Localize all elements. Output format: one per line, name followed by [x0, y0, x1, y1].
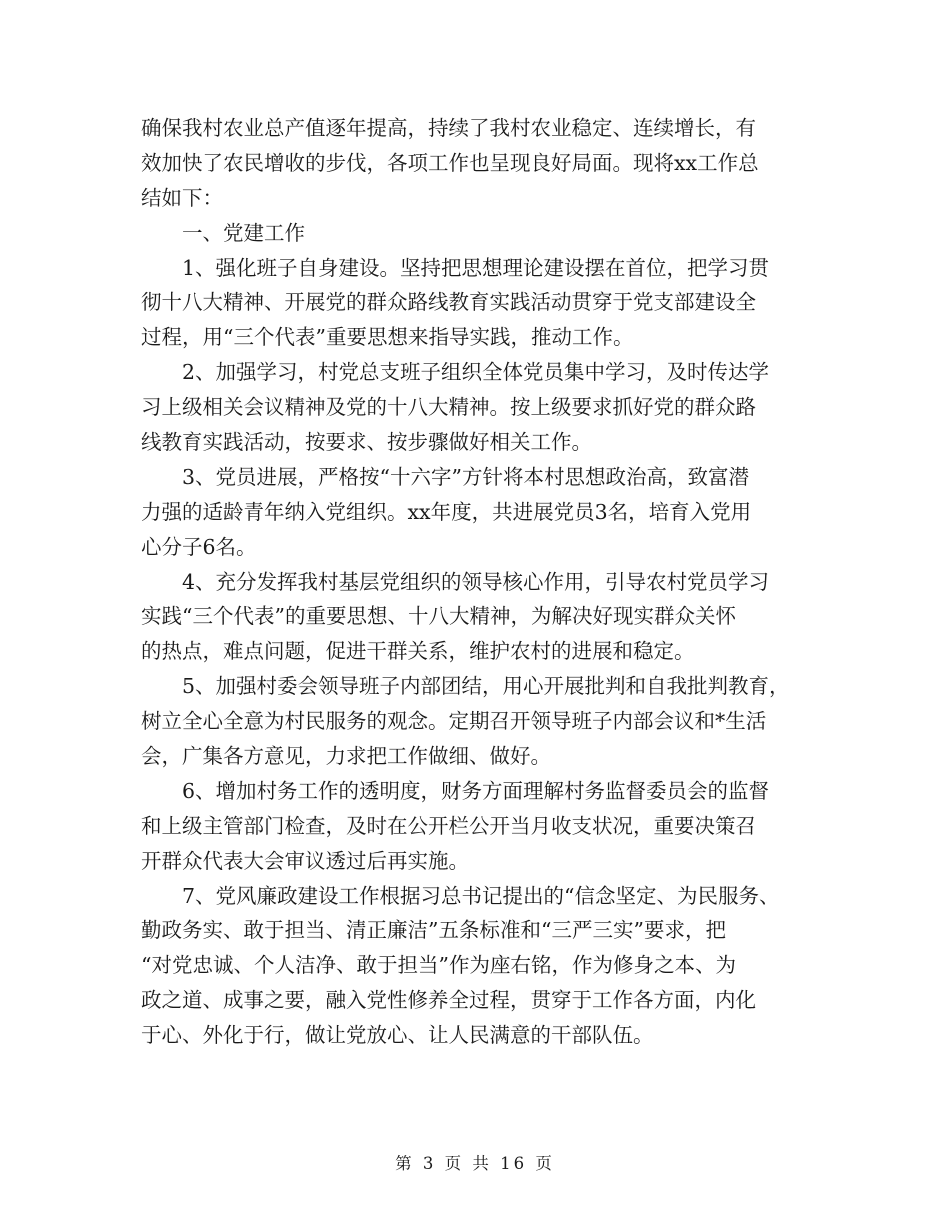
paragraph-line: 习上级相关会议精神及党的十八大精神。按上级要求抓好党的群众路: [141, 395, 756, 420]
page-number-footer: 第 3 页 共 16 页: [395, 1154, 555, 1173]
paragraph-first-line: 一、党建工作: [182, 220, 305, 245]
paragraph-line: 勤政务实、敢于担当、清正廉洁”五条标准和“三严三实”要求，把: [141, 918, 726, 943]
paragraph-line: 于心、外化于行，做让党放心、让人民满意的干部队伍。: [141, 1023, 654, 1048]
paragraph-first-line: 7、党风廉政建设工作根据习总书记提出的“信念坚定、为民服务、: [182, 883, 780, 908]
paragraph-line: 的热点，难点问题，促进干群关系，维护农村的进展和稳定。: [141, 639, 695, 664]
paragraph-line: 彻十八大精神、开展党的群众路线教育实践活动贯穿于党支部建设全: [141, 290, 756, 315]
paragraph-first-line: 2、加强学习，村党总支班子组织全体党员集中学习，及时传达学: [182, 360, 770, 385]
paragraph-line: 效加快了农民增收的步伐，各项工作也呈现良好局面。现将xx工作总: [141, 150, 759, 175]
paragraph-line: 树立全心全意为村民服务的观念。定期召开领导班子内部会议和*生活: [141, 709, 767, 734]
paragraph-line: 会，广集各方意见，力求把工作做细、做好。: [141, 744, 551, 769]
paragraph-line: 和上级主管部门检查，及时在公开栏公开当月收支状况，重要决策召: [141, 813, 756, 838]
paragraph-line: 政之道、成事之要，融入党性修养全过程，贯穿于工作各方面，内化: [141, 988, 756, 1013]
paragraph-line: “对党忠诚、个人洁净、敢于担当”作为座右铭，作为修身之本、为: [141, 953, 736, 978]
paragraph-line: 确保我村农业总产值逐年提高，持续了我村农业稳定、连续增长，有: [141, 116, 756, 140]
paragraph-line: 结如下：: [141, 185, 223, 210]
paragraph-line: 力强的适龄青年纳入党组织。xx年度，共进展党员3名，培育入党用: [141, 499, 752, 524]
paragraph-first-line: 4、充分发挥我村基层党组织的领导核心作用，引导农村党员学习: [182, 569, 770, 594]
paragraph-first-line: 1、强化班子自身建设。坚持把思想理论建设摆在首位，把学习贯: [182, 255, 770, 280]
document-body: [141, 111, 811, 1053]
paragraph-first-line: 6、增加村务工作的透明度，财务方面理解村务监督委员会的监督: [182, 778, 770, 803]
paragraph-line: 心分子6名。: [141, 534, 257, 559]
paragraph-line: 开群众代表大会审议透过后再实施。: [141, 848, 469, 873]
paragraph-line: 线教育实践活动，按要求、按步骤做好相关工作。: [141, 430, 592, 455]
paragraph-first-line: 5、加强村委会领导班子内部团结，用心开展批判和自我批判教育，: [182, 674, 790, 699]
paragraph-line: 过程，用“三个代表”重要思想来指导实践，推动工作。: [141, 325, 634, 350]
paragraph-first-line: 3、党员进展，严格按“十六字”方针将本村思想政治高，致富潜: [182, 464, 750, 489]
paragraph-line: 实践“三个代表”的重要思想、十八大精神，为解决好现实群众关怀: [141, 604, 736, 629]
